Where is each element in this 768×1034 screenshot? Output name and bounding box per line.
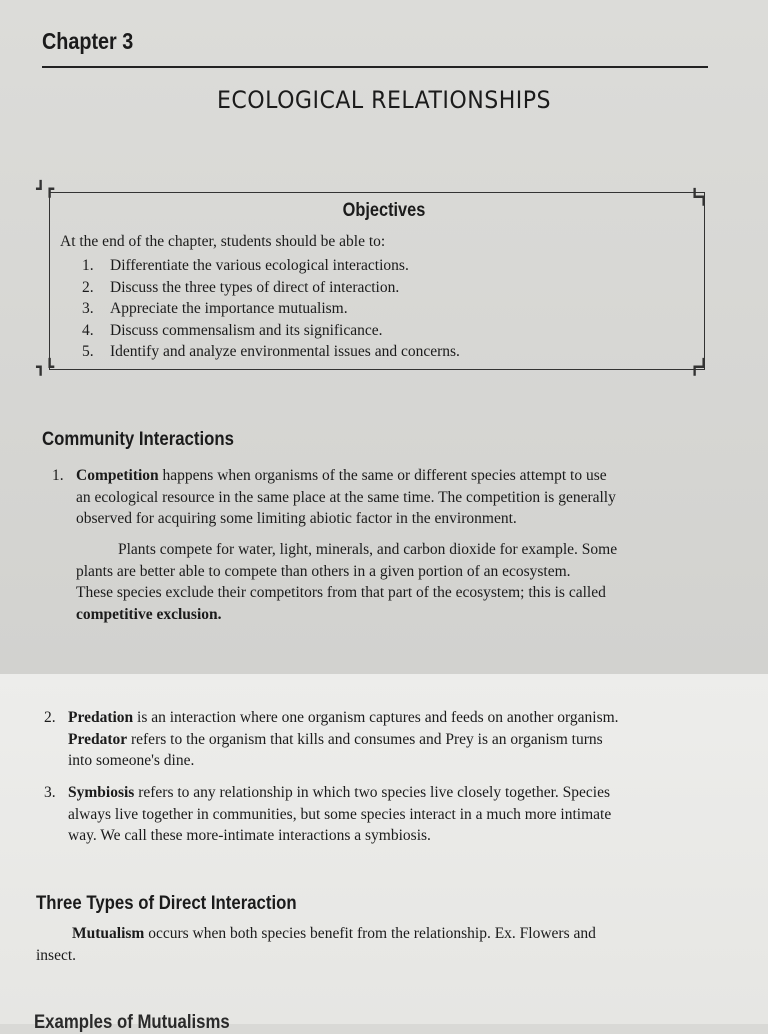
direct-interaction-heading: Three Types of Direct Interaction bbox=[36, 892, 297, 914]
mutualism-paragraph: Mutualism occurs when both species benefit from the relationship. Ex. Flowers and insect. bbox=[36, 925, 596, 964]
objectives-intro: At the end of the chapter, students should be able to: bbox=[60, 233, 386, 250]
objective-item: 4. Discuss commensalism and its significance. bbox=[82, 321, 383, 339]
symbiosis-paragraph: 3. Symbiosis refers to any relationship in which two species live closely together. Species always live together in communities, but some species interact in a much more intimate way. We call these more-intimate interactions a symbiosis. bbox=[44, 784, 612, 844]
objectives-list bbox=[82, 255, 460, 363]
corner-ornament-top-right-icon: ┗┓ bbox=[690, 188, 709, 206]
objectives-heading: Objectives bbox=[342, 200, 426, 221]
objective-item: 1. Differentiate the various ecological interactions. bbox=[82, 257, 409, 274]
chapter-rule bbox=[42, 66, 708, 68]
plants-compete-paragraph: Plants compete for water, light, minerals, and carbon dioxide for example. Some plants are better able to compete than others in a given portion of an ecosystem. These species exclude their competitors from that part of the ecosystem; this is called competitive exclusion. bbox=[76, 541, 618, 623]
objective-item: 5. Identify and analyze environmental issues and concerns. bbox=[82, 343, 460, 360]
corner-ornament-bottom-right-icon: ┏┛ bbox=[690, 358, 709, 376]
community-interactions-heading: Community Interactions bbox=[42, 428, 234, 450]
chapter-title: ECOLOGICAL RELATIONSHIPS bbox=[216, 86, 551, 114]
objective-item: 3. Appreciate the importance mutualism. bbox=[82, 300, 348, 317]
corner-ornament-top-left-icon: ┛┏ bbox=[36, 180, 55, 198]
examples-of-mutualisms-heading: Examples of Mutualisms bbox=[34, 1011, 230, 1033]
chapter-label: Chapter 3 bbox=[42, 28, 134, 54]
objective-item: 2. Discuss the three types of direct of interaction. bbox=[82, 278, 400, 296]
predation-paragraph: 2. Predation is an interaction where one organism captures and feeds on another organism. Predator refers to the organism that kills and consumes and Prey is an organism turns into someone's dine. bbox=[44, 709, 619, 769]
corner-ornament-bottom-left-icon: ┓┗ bbox=[36, 358, 55, 376]
competition-paragraph: 1. Competition happens when organisms of the same or different species attempt to use an ecological resource in the same place at the same time. The competition is generally observed for acquiring some limiting abiotic factor in the environment. bbox=[52, 467, 616, 527]
